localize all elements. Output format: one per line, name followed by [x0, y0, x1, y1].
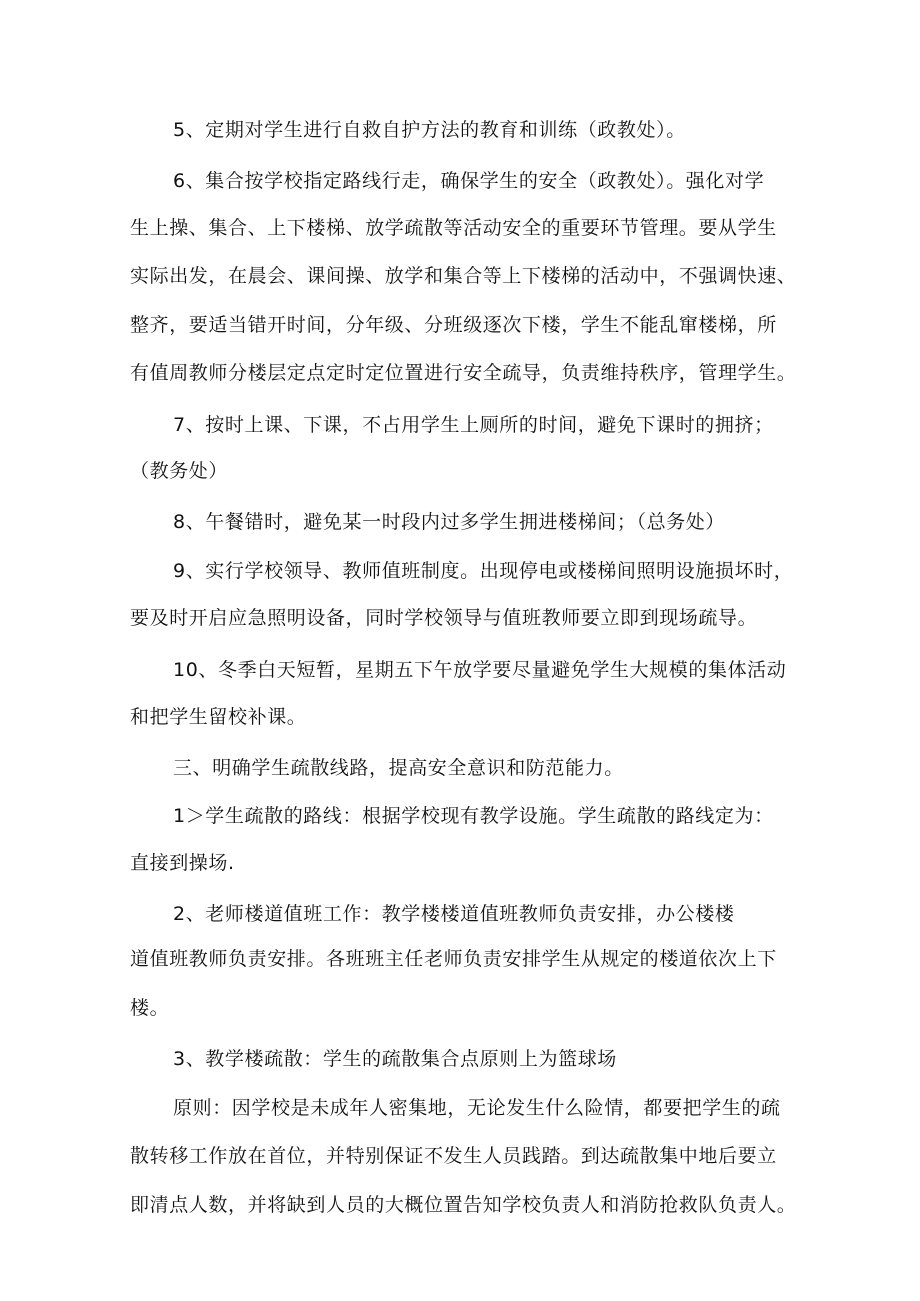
paragraph-line: 7、按时上课、下课，不占用学生上厕所的时间，避免下课时的拥挤；: [173, 414, 774, 436]
paragraph-line: 要及时开启应急照明设备，同时学校领导与值班教师要立即到现场疏导。: [130, 607, 758, 629]
paragraph-line: 9、实行学校领导、教师值班制度。出现停电或楼梯间照明设施损坏时，: [173, 560, 794, 582]
section-heading: 三、明确学生疏散线路，提高安全意识和防范能力。: [173, 757, 624, 779]
paragraph-line: 即清点人数，并将缺到人员的大概位置告知学校负责人和消防抢救队负责人。: [130, 1194, 797, 1216]
paragraph-line: 1＞学生疏散的路线：根据学校现有教学设施。学生疏散的路线定为：: [173, 805, 774, 827]
paragraph-line: 6、集合按学校指定路线行走，确保学生的安全（政教处）。强化对学: [173, 170, 765, 192]
paragraph-line: 8、午餐错时，避免某一时段内过多学生拥进楼梯间；（总务处）: [173, 511, 725, 533]
paragraph-line: 3、教学楼疏散：学生的疏散集合点原则上为篮球场: [173, 1048, 617, 1070]
paragraph-line: 实际出发，在晨会、课间操、放学和集合等上下楼梯的活动中，不强调快速、: [130, 265, 797, 287]
paragraph-line: 5、定期对学生进行自救自护方法的教育和训练（政教处）。: [173, 119, 686, 141]
paragraph-line: 原则：因学校是未成年人密集地，无论发生什么险情，都要把学生的疏: [173, 1097, 781, 1119]
paragraph-line: 道值班教师负责安排。各班班主任老师负责安排学生从规定的楼道依次上下: [130, 948, 777, 970]
paragraph-line: （教务处）: [130, 460, 229, 482]
paragraph-line: 生上操、集合、上下楼梯、放学疏散等活动安全的重要环节管理。要从学生: [130, 217, 777, 239]
paragraph-line: 有值周教师分楼层定点定时定位置进行安全疏导，负责维持秩序，管理学生。: [130, 362, 797, 384]
paragraph-line: 整齐，要适当错开时间，分年级、分班级逐次下楼，学生不能乱窜楼梯，所: [130, 314, 777, 336]
paragraph-line: 2、老师楼道值班工作：教学楼楼道值班教师负责安排，办公楼楼: [173, 903, 735, 925]
paragraph-line: 散转移工作放在首位，并特别保证不发生人员践踏。到达疏散集中地后要立: [130, 1145, 777, 1167]
paragraph-line: 楼。: [130, 997, 170, 1019]
paragraph-line: 和把学生留校补课。: [130, 706, 307, 728]
paragraph-line: 直接到操场.: [130, 852, 235, 874]
paragraph-line: 10、冬季白天短暂，星期五下午放学要尽量避免学生大规模的集体活动: [173, 659, 787, 681]
